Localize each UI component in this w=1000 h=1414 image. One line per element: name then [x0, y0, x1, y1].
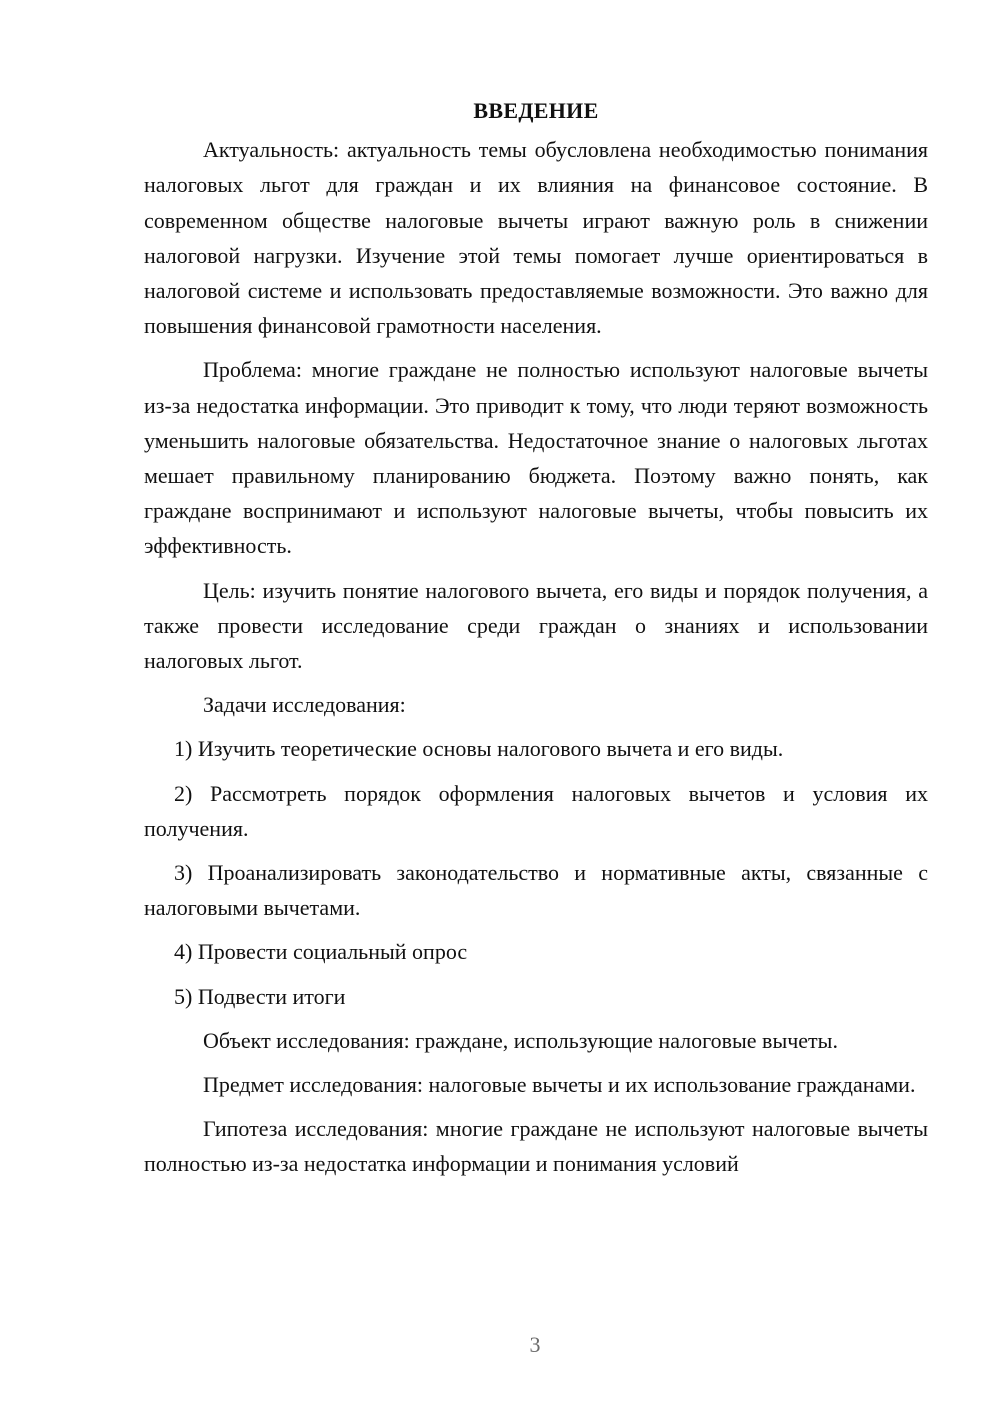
subject-paragraph: Предмет исследования: налоговые вычеты и их использование гражданами.	[203, 1072, 916, 1098]
task-item-5: 5) Подвести итоги	[174, 983, 346, 1009]
goal-paragraph: Цель: изучить понятие налогового вычета, его виды и порядок получения, а также провести исследование среди граждан о знаниях и использовании налоговых льгот.	[144, 577, 928, 674]
hypothesis-paragraph: Гипотеза исследования: многие граждане не используют налоговые вычеты полностью из-за недостатка информации и понимания условий	[144, 1116, 928, 1177]
task-item-4: 4) Провести социальный опрос	[174, 939, 468, 965]
page-number: 3	[529, 1332, 541, 1357]
task-item-2: 2) Рассмотреть порядок оформления налоговых вычетов и условия их получения.	[144, 780, 928, 841]
relevance-paragraph: Актуальность: актуальность темы обусловлена необходимостью понимания налоговых льгот для граждан и их влияния на финансовое состояние. В современном обществе налоговые вычеты играют важную роль в снижении налоговой нагрузки. Изучение этой темы помогает лучше ориентироваться в налоговой системе и использовать предоставляемые возможности. Это важно для повышения финансовой грамотности населения.	[144, 137, 928, 339]
object-paragraph: Объект исследования: граждане, использующие налоговые вычеты.	[203, 1027, 838, 1053]
tasks-title: Задачи исследования:	[203, 692, 406, 718]
problem-paragraph: Проблема: многие граждане не полностью используют налоговые вычеты из-за недостатка информации. Это приводит к тому, что люди теряют возможность уменьшить налоговые обязательства. Недостаточное знание о налоговых льготах мешает правильному планированию бюджета. Поэтому важно понять, как граждане воспринимают и используют налоговые вычеты, чтобы повысить их эффективность.	[144, 357, 928, 559]
task-item-1: 1) Изучить теоретические основы налогового вычета и его виды.	[174, 736, 784, 762]
document-body	[144, 93, 928, 1191]
section-heading: ВВЕДЕНИЕ	[473, 98, 599, 123]
task-item-3: 3) Проанализировать законодательство и нормативные акты, связанные с налоговыми вычетами.	[144, 860, 928, 921]
